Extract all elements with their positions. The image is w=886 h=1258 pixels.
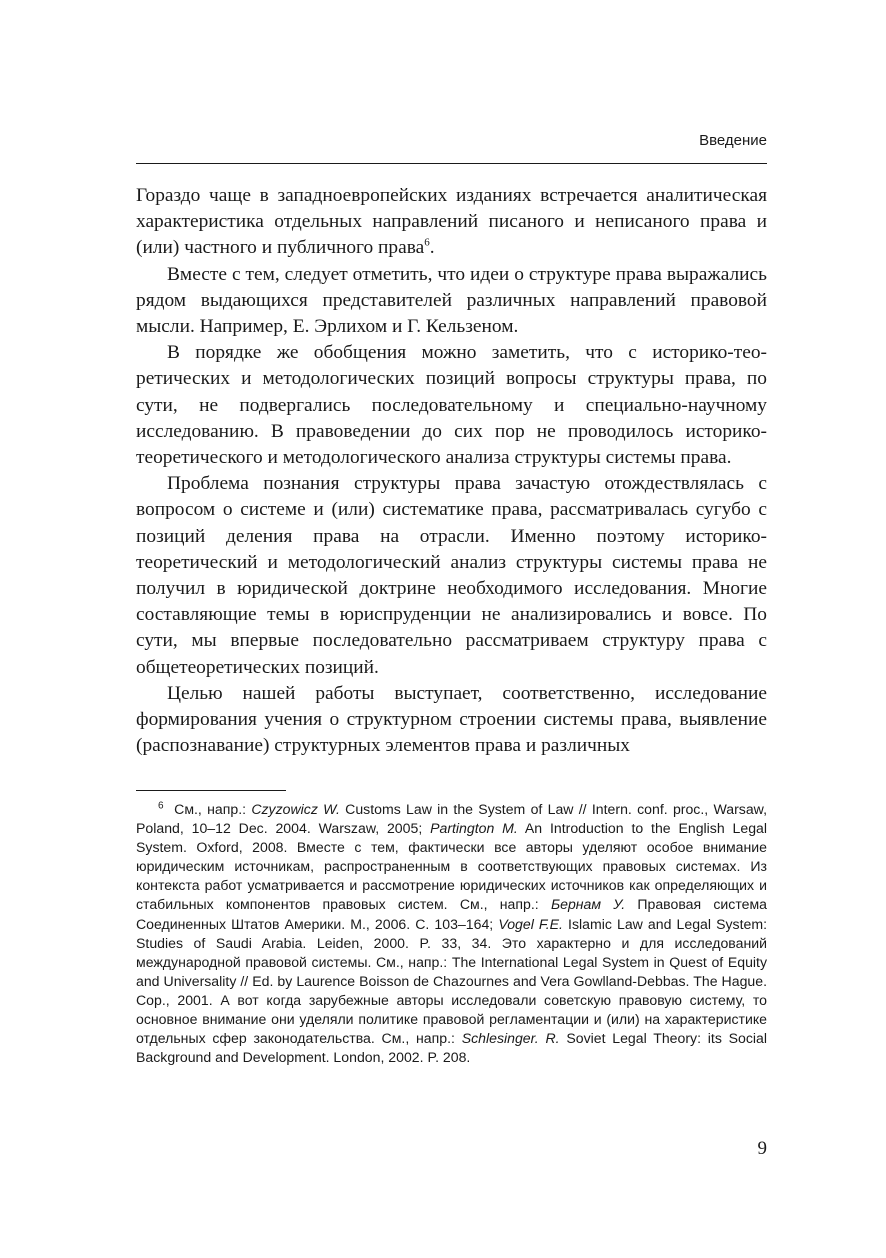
- footnote-number: 6: [158, 800, 164, 812]
- main-text: [136, 183, 767, 759]
- paragraph: Проблема познания структуры права зачастую отождествлялась с вопросом о системе и (или) систематике права, рассматривалась сугубо с позиций деления права на отрасли. Именно поэтому историко-теоретический и методологический анализ структуры системы права не получил в юридической доктрине необходимого исследования. Многие составляющие темы в юриспруденции не анализировались и вовсе. По сути, мы впервые последовательно рассматриваем структуру права с общетеоретических позиций.: [136, 473, 767, 678]
- running-header-title: Введение: [699, 132, 767, 149]
- paragraph: В порядке же обобщения можно заметить, что с историко-теоретических и методологических позиций вопросы структуры права, по сути, не подвергались последовательному и специально-научному исследованию. В правоведении до сих пор не проводилось историко-теоретического и методологического анализа структуры системы права.: [136, 342, 767, 469]
- paragraph: Целью нашей работы выступает, соответственно, исследование формирования учения о структурном строении системы права, выявление (распознавание) структурных элементов права и различных: [136, 682, 767, 757]
- footnote-seg: См., напр.:: [174, 801, 252, 817]
- footnote-reference[interactable]: 6: [424, 236, 430, 249]
- paragraph: Вместе с тем, следует отметить, что идеи о структуре права выражались рядом выдающихся представителей различных направлений правовой мысли. Например, Е. Эрлихом и Г. Кельзеном.: [136, 263, 767, 338]
- footnote-separator: [136, 790, 286, 791]
- header-rule: [136, 163, 767, 164]
- footnote-seg: Soviet Legal Theory: its Social Background and Development. London, 2002. P. 208.: [136, 1030, 767, 1066]
- footnote: [136, 800, 767, 1067]
- footnote-author: Vogel F.E.: [498, 915, 563, 932]
- footnote-author: Schlesinger. R.: [461, 1030, 560, 1047]
- footnote-seg: An Introduction to the English Legal System. Oxford, 2008. Вместе с тем, фактически все авторы уделяют особое внимание юридическим источникам, распространенным в соответствующих правовых системах. Из контекста работ усматривается и рассмотрение юридических источников как определяющих и стабильных компонентов правовых систем. См., напр.:: [136, 820, 767, 913]
- footnote-author: Partington M.: [430, 820, 518, 837]
- paragraph: [136, 183, 767, 262]
- footnote-seg: Islamic Law and Legal System: Studies of Saudi Arabia. Leiden, 2000. P. 33, 34. Это характерно и для исследований международной правовой системы. См., напр.: The International Legal System in Quest of Equity and Universality // Ed. by Laurence Boisson de Chazournes and Vera Gowlland-Debbas. The Hague. Cop., 2001. А вот когда зарубежные авторы исследовали советскую правовую систему, то основное внимание они уделяли политике правовой регламентации и (или) на характеристике отдельных сфер законодательства. См., напр.:: [136, 915, 768, 1047]
- footnote-seg: Правовая система Соединенных Штатов Америки. М., 2006. С. 103–164;: [136, 896, 767, 932]
- page-number: 9: [757, 1138, 767, 1159]
- footnote-seg: Customs Law in the System of Law // Intern. conf. proc., Warsaw, Poland, 10–12 Dec. 2004. Warszaw, 2005;: [136, 801, 767, 837]
- footnote-author: Бернам У.: [550, 896, 626, 913]
- paragraph-end: .: [429, 237, 435, 259]
- footnote-author: Czyzowicz W.: [251, 801, 340, 817]
- paragraph-text: Гораздо чаще в западноевропейских изданиях встречается аналитическая характеристика отдельных направлений писаного и неписаного права и (или) частного и публичного права: [136, 185, 767, 259]
